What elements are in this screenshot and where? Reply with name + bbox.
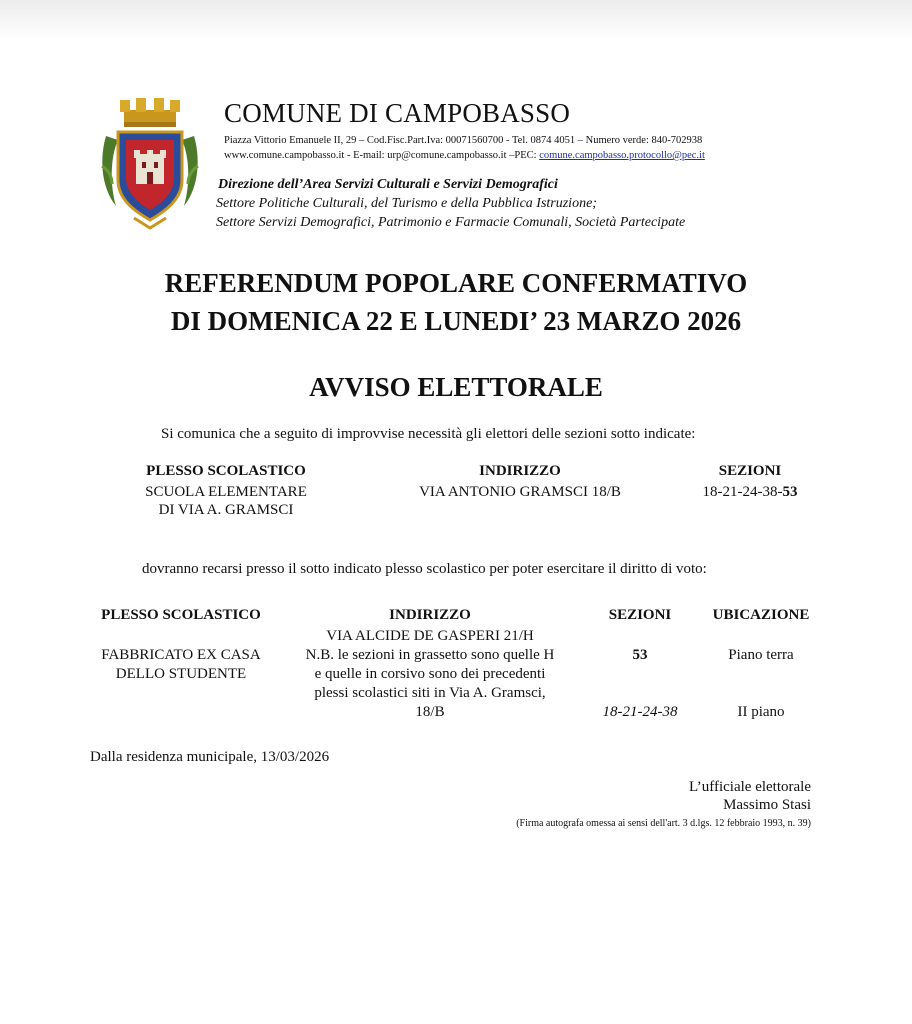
middle-text: dovranno recarsi presso il sotto indicato plesso scolastico per poter esercitare il diritto di voto:	[142, 561, 707, 577]
org-name: COMUNE DI CAMPOBASSO	[224, 98, 571, 128]
signature-name: Massimo Stasi	[723, 797, 811, 813]
address-line: Piazza Vittorio Emanuele II, 29 – Cod.Fisc.Part.Iva: 00071560700 - Tel. 0874 4051 – Numero verde: 840-702938	[224, 135, 703, 146]
to-header-indirizzo: INDIRIZZO	[389, 607, 471, 623]
direzione-line: Direzione dell’Area Servizi Culturali e Servizi Demografici	[218, 177, 558, 192]
to-header-plesso: PLESSO SCOLASTICO	[101, 607, 261, 623]
from-plesso-line-2: DI VIA A. GRAMSCI	[158, 502, 294, 518]
title-line-1: REFERENDUM POPOLARE CONFERMATIVO	[164, 268, 748, 298]
from-header-sezioni: SEZIONI	[718, 463, 782, 479]
to-row2-ubicazione: II piano	[737, 704, 785, 720]
to-header-sezioni: SEZIONI	[608, 607, 672, 623]
to-plesso-line-1: FABBRICATO EX CASA	[101, 647, 261, 663]
pec-link[interactable]: comune.campobasso.protocollo@pec.it	[539, 150, 705, 161]
to-row2-sezioni: 18-21-24-38	[602, 704, 678, 720]
settore-line-2: Settore Servizi Demografici, Patrimonio e Farmacie Comunali, Società Partecipate	[216, 215, 686, 230]
notice-subtitle: AVVISO ELETTORALE	[309, 372, 603, 402]
to-row1-ubicazione: Piano terra	[728, 647, 794, 663]
signature-note: (Firma autografa omessa ai sensi dell'art. 3 d.lgs. 12 febbraio 1993, n. 39)	[516, 818, 811, 829]
from-plesso-line-1: SCUOLA ELEMENTARE	[145, 484, 307, 500]
to-indirizzo-line-1: VIA ALCIDE DE GASPERI 21/H	[326, 628, 534, 644]
to-indirizzo-line-3: e quelle in corsivo sono dei precedenti	[314, 666, 546, 682]
web-line-prefix: www.comune.campobasso.it - E-mail: urp@comune.campobasso.it –PEC:	[224, 150, 540, 161]
web-line	[224, 150, 705, 161]
from-sezioni-normal: 18-21-24-38-	[702, 484, 783, 500]
date-line: Dalla residenza municipale, 13/03/2026	[90, 749, 330, 765]
from-indirizzo: VIA ANTONIO GRAMSCI 18/B	[419, 484, 621, 500]
from-sezioni	[690, 483, 810, 502]
to-indirizzo-line-2: N.B. le sezioni in grassetto sono quelle H	[305, 647, 555, 663]
coat-of-arms-icon	[98, 96, 202, 230]
from-header-indirizzo: INDIRIZZO	[479, 463, 561, 479]
intro-text: Si comunica che a seguito di improvvise necessità gli elettori delle sezioni sotto indicate:	[161, 426, 696, 442]
to-indirizzo-line-5: 18/B	[415, 704, 445, 720]
title-line-2: DI DOMENICA 22 E LUNEDI’ 23 MARZO 2026	[170, 306, 742, 336]
to-row1-sezioni: 53	[632, 647, 648, 663]
signature-role: L’ufficiale elettorale	[688, 779, 811, 795]
to-header-ubicazione: UBICAZIONE	[712, 607, 810, 623]
settore-line-1: Settore Politiche Culturali, del Turismo e della Pubblica Istruzione;	[216, 196, 597, 211]
to-indirizzo-line-4: plessi scolastici siti in Via A. Gramsci,	[314, 685, 546, 701]
top-shadow	[0, 0, 912, 40]
to-plesso-line-2: DELLO STUDENTE	[115, 666, 247, 682]
from-header-plesso: PLESSO SCOLASTICO	[146, 463, 306, 479]
from-sezioni-bold: 53	[782, 484, 798, 500]
